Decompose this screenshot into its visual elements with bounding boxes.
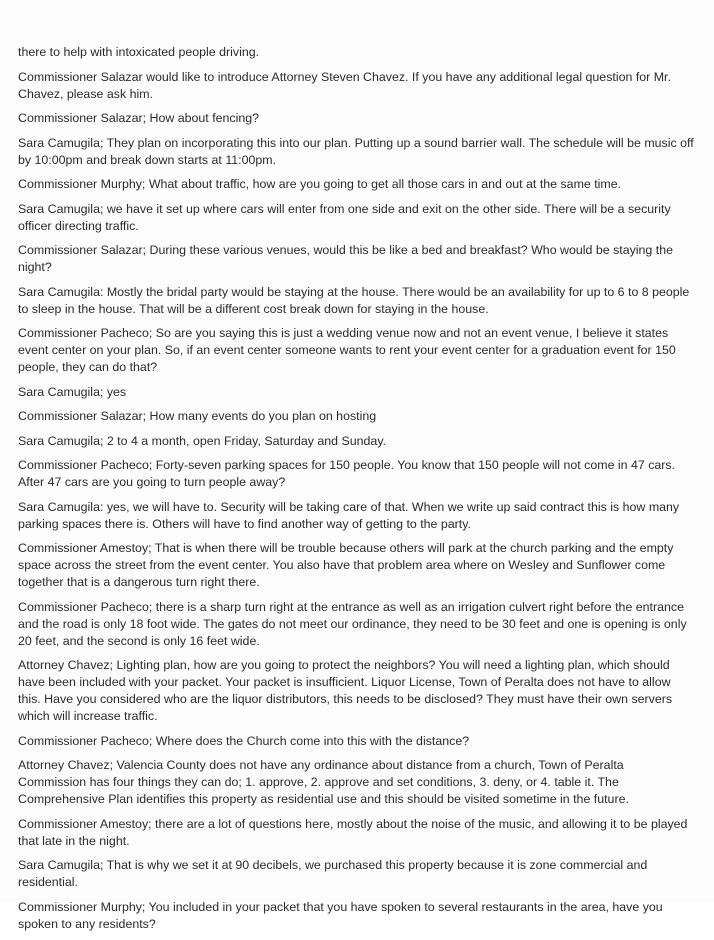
paragraph-10: Sara Camugila; yes: [18, 384, 127, 399]
paragraph-2: Commissioner Salazar would like to introduce Attorney Steven Chavez. If you have any additional legal question for Mr. Chavez, please ask him.: [18, 69, 671, 101]
paragraph-9: Commissioner Pacheco; So are you saying this is just a wedding venue now and not an event venue, I believe it states event center on your plan. So, if an event center someone wants to rent your event center for a graduation event for 150 people, they can do that?: [18, 326, 676, 374]
paragraph-12: Sara Camugila; 2 to 4 a month, open Friday, Saturday and Sunday.: [18, 433, 387, 448]
paragraph-15: Commissioner Amestoy; That is when there will be trouble because others will park at the church parking and the empty space across the street from the event center. You also have that problem area where on Wesley and Sunflower come together that is a dangerous turn right there.: [18, 541, 674, 589]
paragraph-22: Commissioner Murphy; You included in your packet that you have spoken to several restaurants in the area, have you spoken to any residents?: [18, 899, 663, 931]
paragraph-19: Attorney Chavez; Valencia County does not have any ordinance about distance from a church, Town of Peralta Commission has four things they can do; 1. approve, 2. approve and set conditions, 3. deny, or 4. table it. The Comprehensive Plan identifies this property as residential use and this should be visited sometime in the future.: [18, 758, 629, 806]
paragraph-1: there to help with intoxicated people driving.: [18, 45, 260, 59]
paragraph-21: Sara Camugila; That is why we set it at 90 decibels, we purchased this property because it is zone commercial and residential.: [18, 858, 648, 889]
paragraph-6: Sara Camugila; we have it set up where cars will enter from one side and exit on the other side. There will be a security officer directing traffic.: [18, 201, 671, 233]
paragraph-11: Commissioner Salazar; How many events do you plan on hosting: [18, 409, 377, 423]
meeting-minutes-text: [18, 44, 694, 940]
paragraph-13: Commissioner Pacheco; Forty-seven parking spaces for 150 people. You know that 150 people will not come in 47 cars. After 47 cars are you going to turn people away?: [18, 458, 676, 489]
paragraph-16: Commissioner Pacheco; there is a sharp turn right at the entrance as well as an irrigation culvert right before the entrance and the road is only 18 foot wide. The gates do not meet our ordinance, they need to be 30 feet and one is opening is only 20 feet, and the second is only 16 feet wide.: [18, 599, 687, 648]
paragraph-7: Commissioner Salazar; During these various venues, would this be like a bed and breakfast? Who would be staying the night?: [18, 243, 673, 274]
paragraph-20: Commissioner Amestoy; there are a lot of questions here, mostly about the noise of the music, and allowing it to be played that late in the night.: [18, 816, 688, 848]
paragraph-3: Commissioner Salazar; How about fencing?: [18, 111, 260, 125]
paragraph-8: Sara Camugila: Mostly the bridal party would be staying at the house. There would be an availability for up to 6 to 8 people to sleep in the house. That will be a different cost break down for staying in the house.: [18, 284, 690, 316]
paragraph-14: Sara Camugila: yes, we will have to. Security will be taking care of that. When we write up said contract this is how many parking spaces there is. Others will have to find another way of getting to the party.: [18, 499, 680, 531]
paragraph-17: Attorney Chavez; Lighting plan, how are you going to protect the neighbors? You will need a lighting plan, which should have been included with your packet. Your packet is insufficient. Liquor License, Town of Peralta does not have to allow this. Have you considered who are the liquor distributors, this needs to be disclosed? They must have their own servers which will increase traffic.: [18, 658, 673, 723]
paragraph-18: Commissioner Pacheco; Where does the Church come into this with the distance?: [18, 733, 470, 748]
paragraph-4: Sara Camugila; They plan on incorporating this into our plan. Putting up a sound barrier wall. The schedule will be music off by 10:00pm and break down starts at 11:00pm.: [18, 135, 694, 167]
paragraph-5: Commissioner Murphy; What about traffic, how are you going to get all those cars in and out at the same time.: [18, 177, 622, 191]
